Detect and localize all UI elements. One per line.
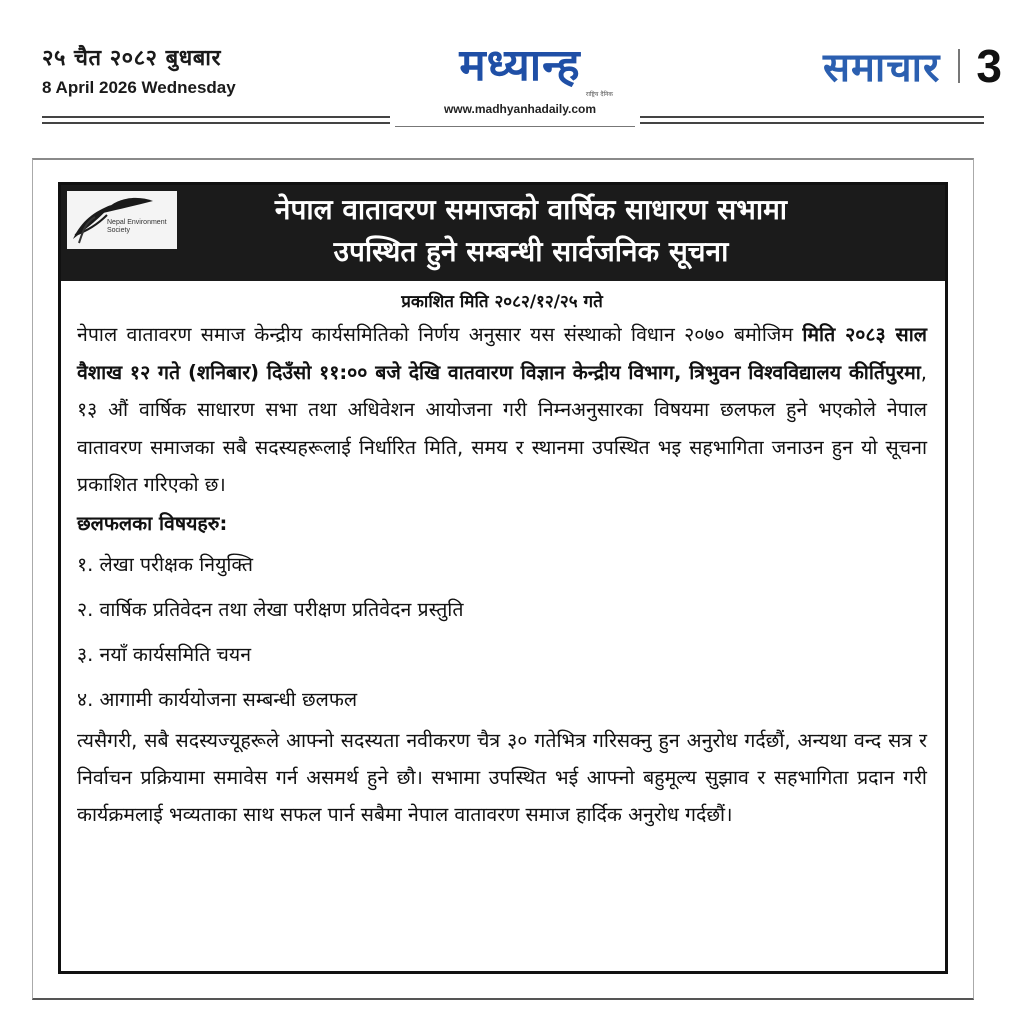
agenda-item: २. वार्षिक प्रतिवेदन तथा लेखा परीक्षण प्रतिवेदन प्रस्तुति (77, 597, 464, 621)
notice-title (181, 189, 881, 273)
notice-title-line2: उपस्थित हुने सम्बन्धी सार्वजनिक सूचना (333, 235, 729, 268)
masthead-rule-left (42, 116, 390, 118)
notice-header (61, 185, 945, 281)
org-logo-label: Nepal Environment Society (107, 219, 167, 234)
agenda-heading: छलफलका विषयहरु: (77, 511, 228, 535)
section-divider (958, 49, 960, 83)
agenda-item: ४. आगामी कार्ययोजना सम्बन्धी छलफल (77, 687, 358, 711)
notice-title-line1: नेपाल वातावरण समाजको वार्षिक साधारण सभामा (274, 193, 788, 226)
logo-wordmark: मध्यान्ह (459, 40, 581, 91)
paragraph-text-1: नेपाल वातावरण समाज केन्द्रीय कार्यसमितिको निर्णय अनुसार यस संस्थाको विधान २०७० बमोजिम (77, 323, 803, 346)
issue-date (42, 42, 236, 98)
agenda-item: १. लेखा परीक्षक नियुक्ति (77, 552, 254, 576)
agenda-item: ३. नयाँ कार्यसमिति चयन (77, 642, 252, 666)
masthead-rule-right-2 (640, 122, 984, 124)
logo-tagline: राष्ट्रिय दैनिक (585, 91, 613, 98)
page-number: 3 (976, 39, 1002, 92)
published-date: प्रकाशित मिति २०८२/१२/२५ गते (401, 292, 603, 312)
public-notice (58, 182, 948, 974)
section-name: समाचार (822, 45, 941, 91)
meeting-date-venue: मिति २०८३ साल वैशाख १२ गते (शनिबार) दिउँसो ११:०० बजे देखि वातवारण विज्ञान केन्द्रीय विभाग, त्रिभुवन विश्वविद्यालय कीर्तिपुरमा (77, 323, 927, 384)
url-underline (395, 126, 635, 127)
agenda-list (77, 542, 927, 722)
notice-paragraph (77, 316, 927, 504)
closing-paragraph: त्यसैगरी, सबै सदस्यज्यूहरूले आफ्नो सदस्यता नवीकरण चैत्र ३० गतेभित्र गरिसक्नु हुन अनुरोध गर्दछौं, अन्यथा वन्द सत्र र निर्वाचन प्रक्रियामा समावेस गर्न असमर्थ हुने छौ। सभामा उपस्थित भई आफ्नो बहुमूल्य सुझाव र सहभागिता प्रदान गरी कार्यक्रमलाई भव्यताका साथ सफल पार्न सबैमा नेपाल वातावरण समाज हार्दिक अनुरोध गर्दछौं। (77, 728, 927, 826)
date-nepali: २५ चैत २०८२ बुधबार (42, 46, 221, 71)
masthead-rule-left-2 (42, 122, 390, 124)
paragraph-text-2: , १३ औं वार्षिक साधारण सभा तथा अधिवेशन आयोजना गरी निम्नअनुसारका विषयमा छलफल हुने भएकोले नेपाल वातावरण समाजका सबै सदस्यहरूलाई निर्धारित मिति, समय र स्थानमा उपस्थित भइ सहभागिता जनाउन हुन यो सूचना प्रकाशित गरिएको छ। (77, 360, 927, 496)
masthead-rule-right (640, 116, 984, 118)
date-english: 8 April 2026 Wednesday (42, 78, 236, 97)
notice-body (77, 287, 927, 833)
nes-logo (67, 191, 177, 249)
newspaper-logo (395, 40, 645, 116)
website-url[interactable]: www.madhyanhadaily.com (443, 102, 597, 116)
section-header (823, 38, 1002, 93)
